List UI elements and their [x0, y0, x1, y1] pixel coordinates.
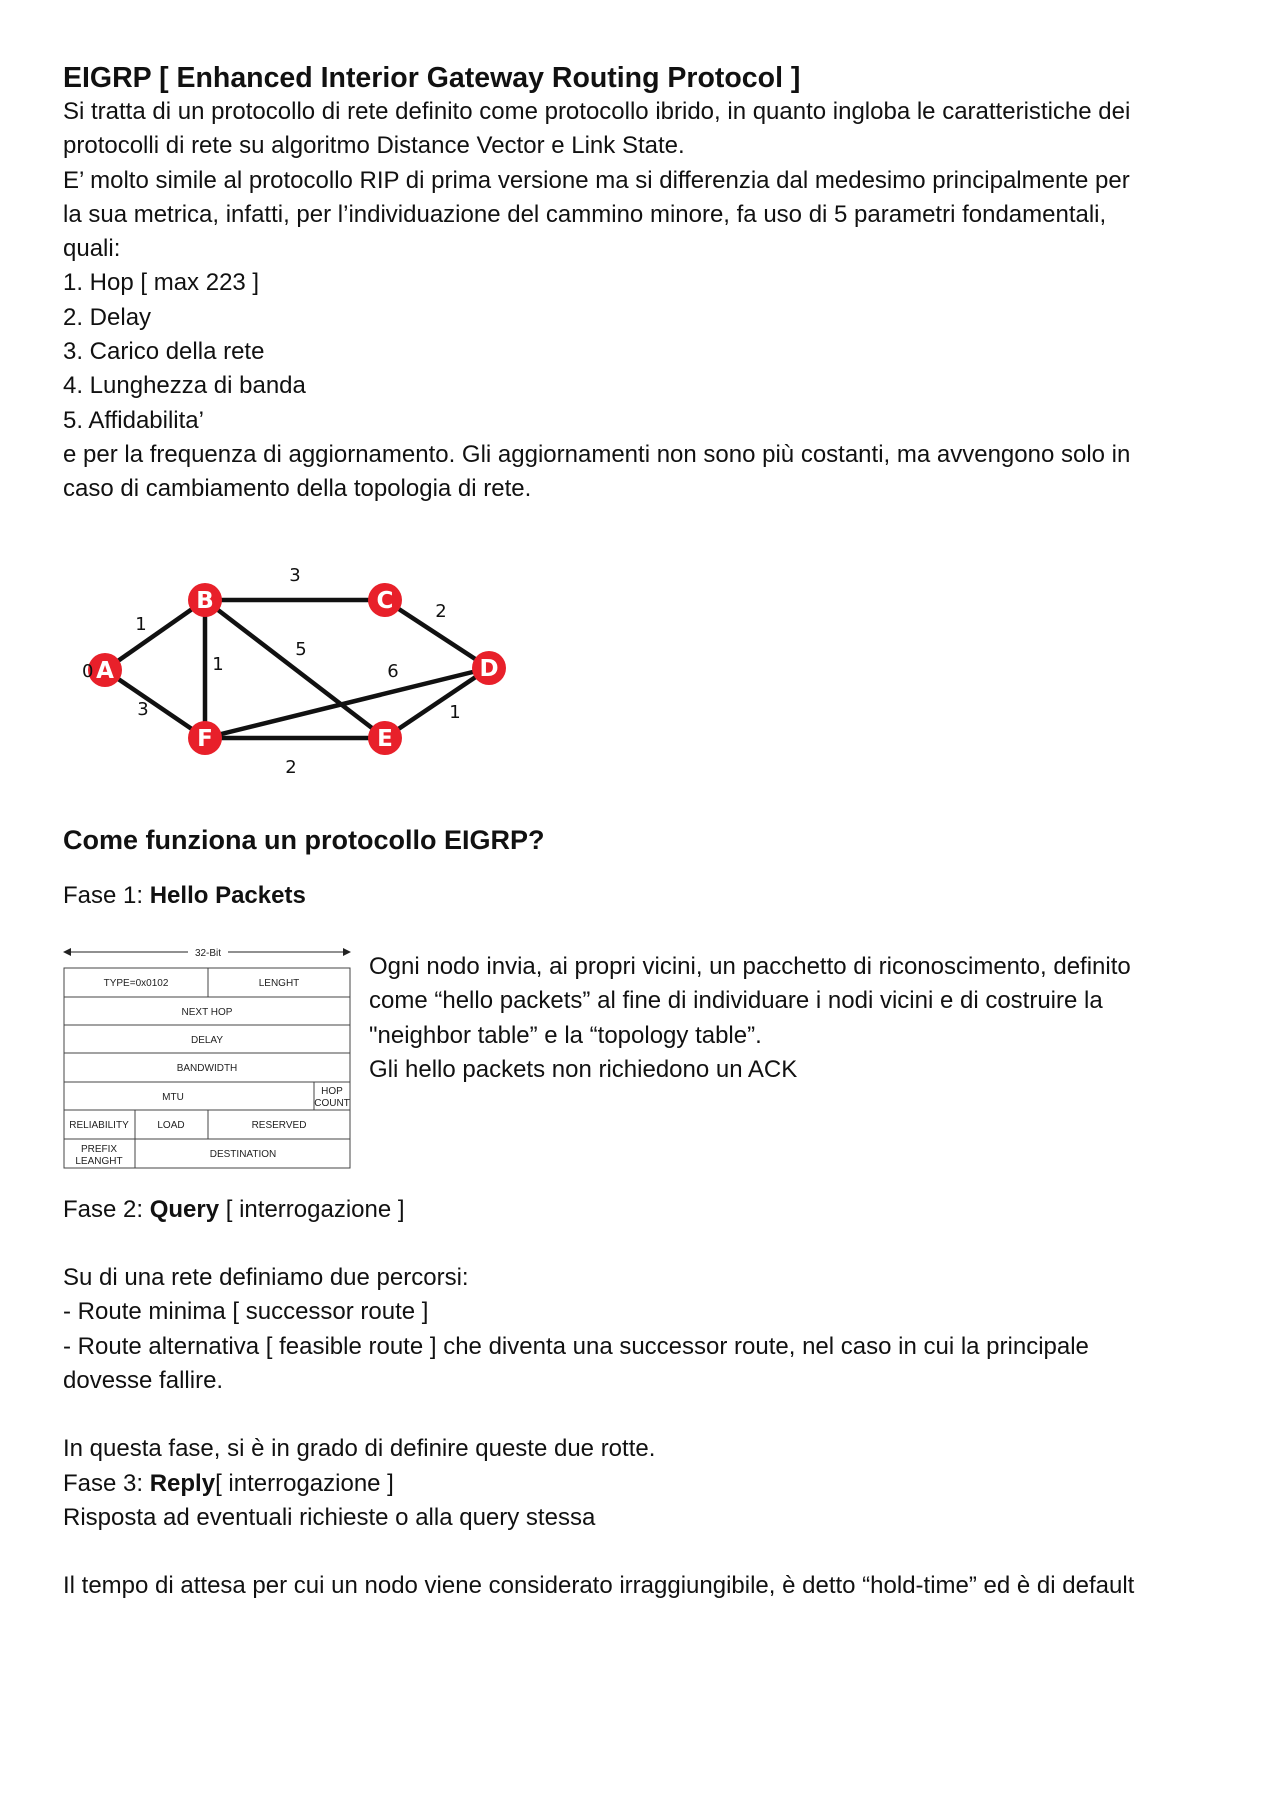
intro-line: protocolli di rete su algoritmo Distance Vector e Link State.: [63, 132, 685, 160]
intro-paragraph: [63, 95, 1223, 266]
hello-line: "neighbor table” e la “topology table”.: [369, 1021, 762, 1049]
update-line: caso di cambiamento della topologia di rete.: [63, 475, 532, 503]
phase-2-prefix: Fase 2:: [63, 1195, 150, 1223]
node-label-a: A: [96, 658, 114, 684]
node-label-b: B: [196, 588, 214, 614]
hold-time-line: Il tempo di attesa per cui un nodo viene considerato irraggiungibile, è detto “hold-time” ed è di default: [63, 1572, 1135, 1600]
phase-3-name: Reply: [149, 1469, 216, 1497]
parameter-item: 2. Delay: [63, 303, 152, 331]
arrow-left-icon: [63, 948, 71, 956]
parameter-item: 5. Affidabilita’: [63, 406, 204, 434]
edge-weight-a-f: 3: [137, 699, 149, 720]
hold-time-paragraph: [63, 1569, 1223, 1603]
section-title-how-it-works: Come funziona un protocollo EIGRP?: [63, 824, 545, 855]
edge-weight-b-f: 1: [212, 654, 224, 675]
field-bandwidth: BANDWIDTH: [176, 1063, 238, 1074]
phase-1-prefix: Fase 1:: [63, 881, 150, 909]
intro-line: la sua metrica, infatti, per l’individuazione del cammino minore, fa uso di 5 parametri fondamentali,: [63, 200, 1107, 228]
phase-2-name: Query: [149, 1195, 220, 1223]
graph-edges: [105, 600, 489, 738]
hello-line: come “hello packets” al fine di individuare i nodi vicini e di costruire la: [369, 987, 1103, 1015]
field-delay: DELAY: [190, 1035, 224, 1046]
routes-intro: Su di una rete definiamo due percorsi:: [63, 1264, 469, 1292]
field-destination: DESTINATION: [209, 1149, 277, 1160]
parameter-list: [63, 266, 1223, 437]
intro-line: Si tratta di un protocollo di rete definito come protocollo ibrido, in quanto ingloba le caratteristiche dei: [63, 98, 1131, 125]
network-graph: [63, 555, 523, 790]
edge-weight-f-e: 2: [285, 757, 297, 778]
packet-format-diagram: [63, 938, 353, 1173]
field-lenght: LENGHT: [258, 978, 300, 989]
edge-weight-f-d: 6: [387, 661, 399, 682]
edge-weight-c-d: 2: [435, 601, 447, 622]
parameter-item: 3. Carico della rete: [63, 338, 265, 366]
edge-weight-a-b: 1: [135, 614, 147, 635]
phase-3-prefix: Fase 3:: [63, 1469, 150, 1497]
document-page: [63, 58, 1223, 1604]
phase-2-note: In questa fase, si è in grado di definire queste due rotte.: [63, 1435, 656, 1463]
phase-2-suffix: [ interrogazione ]: [219, 1195, 405, 1223]
phase-1-heading: [63, 879, 1223, 913]
route-item: - Route alternativa [ feasible route ] che diventa una successor route, nel caso in cui la principale: [63, 1332, 1089, 1360]
hello-line: Gli hello packets non richiedono un ACK: [369, 1055, 798, 1083]
edge-weight-b-e: 5: [295, 639, 307, 660]
hello-line: Ogni nodo invia, ai propri vicini, un pacchetto di riconoscimento, definito: [369, 953, 1131, 980]
field-reliability: RELIABILITY: [69, 1120, 129, 1131]
edge-weight-e-d: 1: [449, 702, 461, 723]
route-item: dovesse fallire.: [63, 1367, 224, 1395]
edge-weight-b-c: 3: [289, 565, 301, 586]
field-mtu: MTU: [162, 1092, 184, 1103]
node-label-c: C: [376, 588, 394, 614]
intro-line: quali:: [63, 235, 121, 263]
field-hop-count-line1: HOP: [321, 1086, 343, 1097]
node-label-e: E: [377, 726, 393, 752]
edge-a-b: [105, 600, 205, 670]
phase-3-heading: [63, 1467, 1223, 1501]
intro-line: E’ molto simile al protocollo RIP di prima versione ma si differenzia dal medesimo principalmente per: [63, 166, 1130, 194]
field-prefix-line2: LEANGHT: [75, 1156, 123, 1167]
parameter-item: 4. Lunghezza di banda: [63, 372, 306, 400]
phase-3-note: Risposta ad eventuali richieste o alla query stessa: [63, 1503, 596, 1531]
routes-paragraph: [63, 1261, 1223, 1398]
node-label-f: F: [197, 726, 213, 752]
update-line: e per la frequenza di aggiornamento. Gli aggiornamenti non sono più costanti, ma avvengono solo in: [63, 440, 1131, 468]
source-distance-label: 0: [82, 661, 94, 682]
node-label-d: D: [479, 656, 499, 682]
edge-f-d: [205, 668, 489, 738]
phase-2-heading: [63, 1193, 1223, 1227]
route-item: - Route minima [ successor route ]: [63, 1298, 429, 1326]
page-title: EIGRP [ Enhanced Interior Gateway Routing Protocol ]: [63, 62, 801, 94]
field-next-hop: NEXT HOP: [181, 1007, 233, 1018]
field-load: LOAD: [157, 1120, 185, 1131]
field-type: TYPE=0x0102: [103, 978, 169, 989]
hello-packets-description: [369, 950, 1229, 1087]
field-reserved: RESERVED: [251, 1120, 307, 1131]
field-hop-count-line2: COUNT: [314, 1098, 350, 1109]
update-paragraph: [63, 438, 1223, 507]
field-prefix-line1: PREFIX: [80, 1144, 118, 1155]
phase-3-suffix: [ interrogazione ]: [215, 1469, 394, 1497]
bit-width-label: 32-Bit: [194, 948, 222, 959]
phase-1-name: Hello Packets: [149, 881, 306, 909]
arrow-right-icon: [343, 948, 351, 956]
parameter-item: 1. Hop [ max 223 ]: [63, 269, 260, 297]
phase-3-paragraph: [63, 1432, 1223, 1535]
edge-a-f: [105, 670, 205, 738]
